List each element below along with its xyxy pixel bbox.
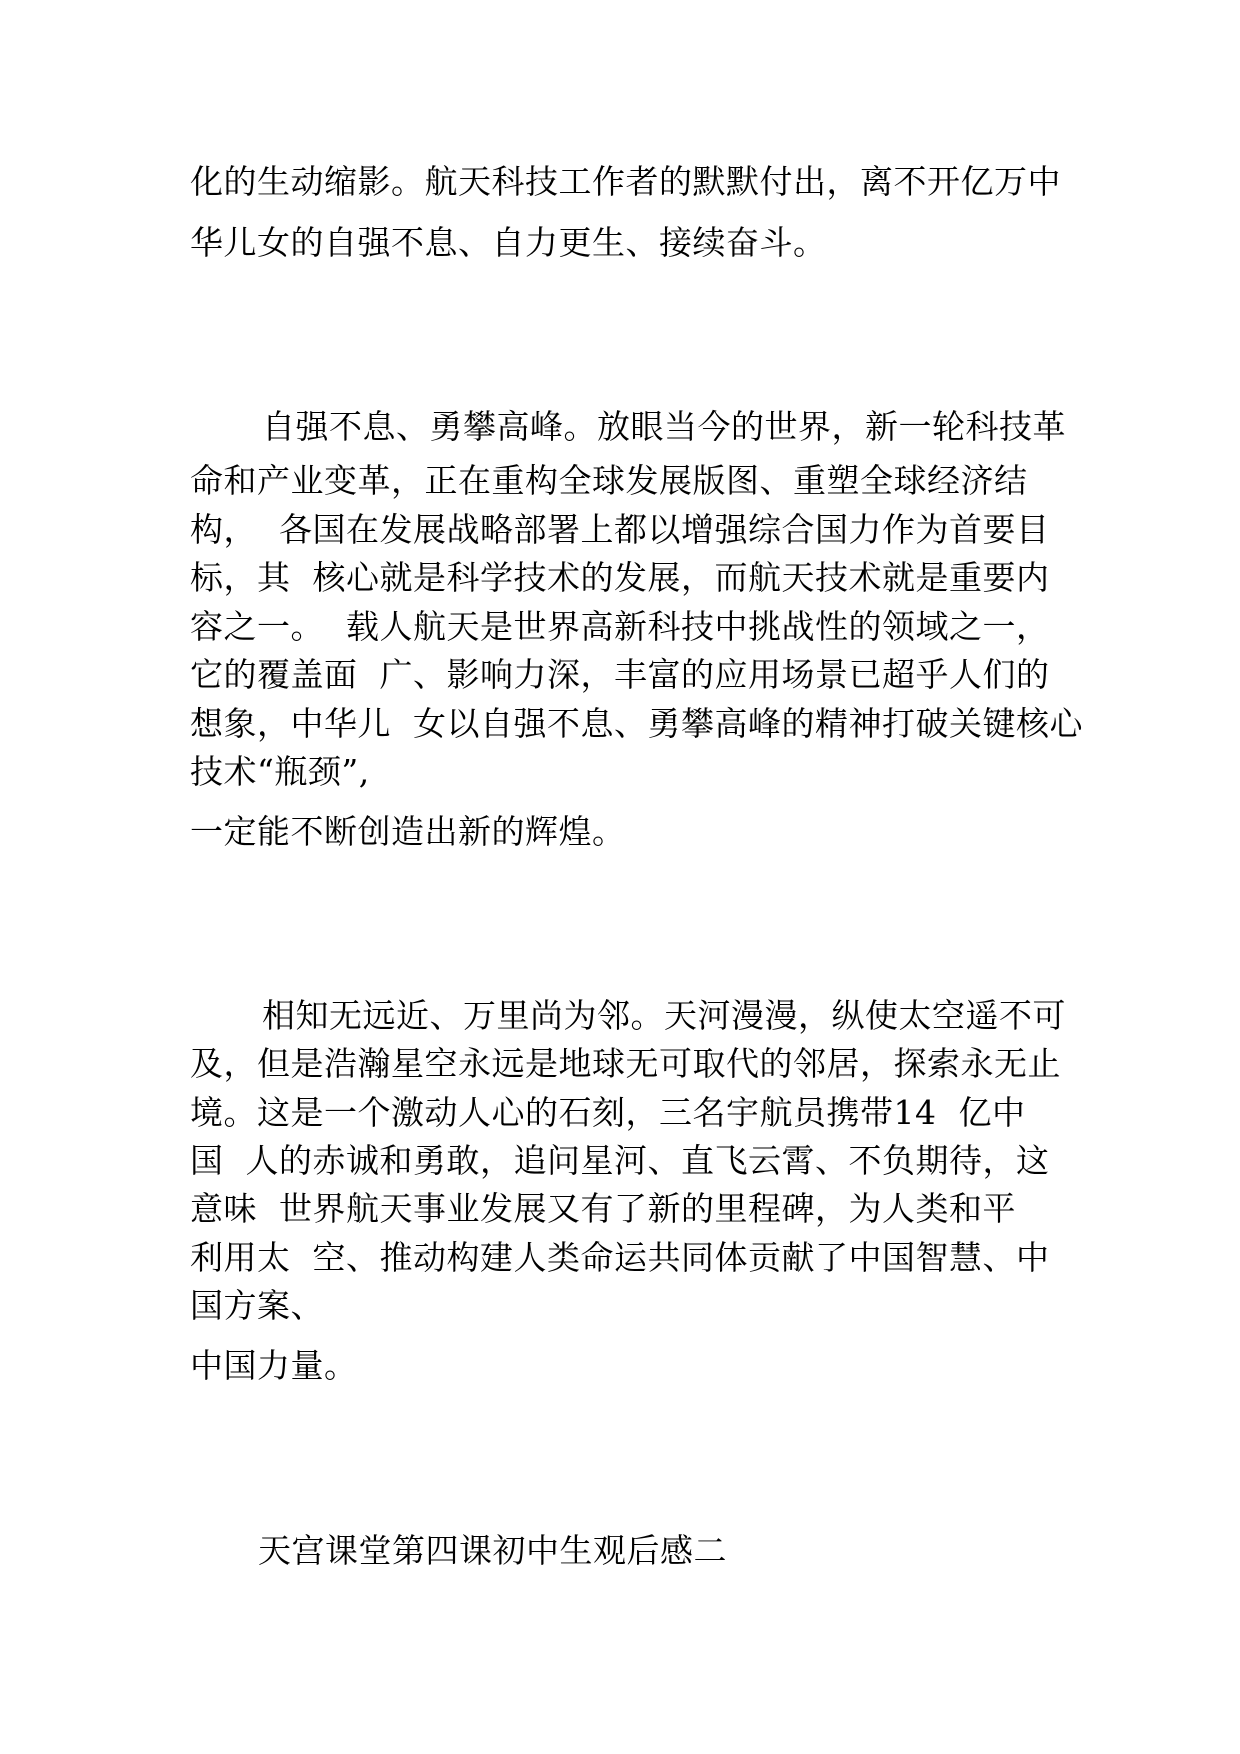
paragraph-line: 国 人的赤诚和勇敢，追问星河、直飞云霄、不负期待，这: [190, 1141, 1050, 1180]
paragraph-line: 华儿女的自强不息、自力更生、接续奋斗。: [190, 223, 827, 262]
paragraph-line: 相知无远近、万里尚为邻。天河漫漫，纵使太空遥不可: [262, 996, 1066, 1035]
paragraph-line: 自强不息、勇攀高峰。放眼当今的世界，新一轮科技革: [262, 407, 1066, 446]
section-heading: 天宫课堂第四课初中生观后感二: [258, 1531, 727, 1570]
paragraph-line: 想象，中华儿 女以自强不息、勇攀高峰的精神打破关键核心: [190, 704, 1083, 743]
paragraph-line: 命和产业变革，正在重构全球发展版图、重塑全球经济结: [190, 461, 1028, 500]
paragraph-line: 它的覆盖面 广、影响力深，丰富的应用场景已超乎人们的: [190, 655, 1050, 694]
paragraph-line: 境。这是一个激动人心的石刻，三名宇航员携带14 亿中: [190, 1093, 1026, 1132]
paragraph-line: 化的生动缩影。航天科技工作者的默默付出，离不开亿万中: [190, 162, 1061, 201]
paragraph-line: 及，但是浩瀚星空永远是地球无可取代的邻居，探索永无止: [190, 1044, 1061, 1083]
paragraph-line: 国方案、: [190, 1286, 324, 1325]
paragraph-line: 构， 各国在发展战略部署上都以增强综合国力作为首要目: [190, 510, 1050, 549]
paragraph-line: 标，其 核心就是科学技术的发展，而航天技术就是重要内: [190, 558, 1050, 597]
paragraph-line: 容之一。 载人航天是世界高新科技中挑战性的领域之一，: [190, 607, 1050, 646]
paragraph-line: 中国力量。: [190, 1346, 358, 1385]
paragraph-line: 一定能不断创造出新的辉煌。: [190, 812, 626, 851]
paragraph-line: 技术“瓶颈”,: [190, 752, 370, 791]
paragraph-line: 意味 世界航天事业发展又有了新的里程碑，为人类和平: [190, 1189, 1016, 1228]
paragraph-line: 利用太 空、推动构建人类命运共同体贡献了中国智慧、中: [190, 1238, 1050, 1277]
